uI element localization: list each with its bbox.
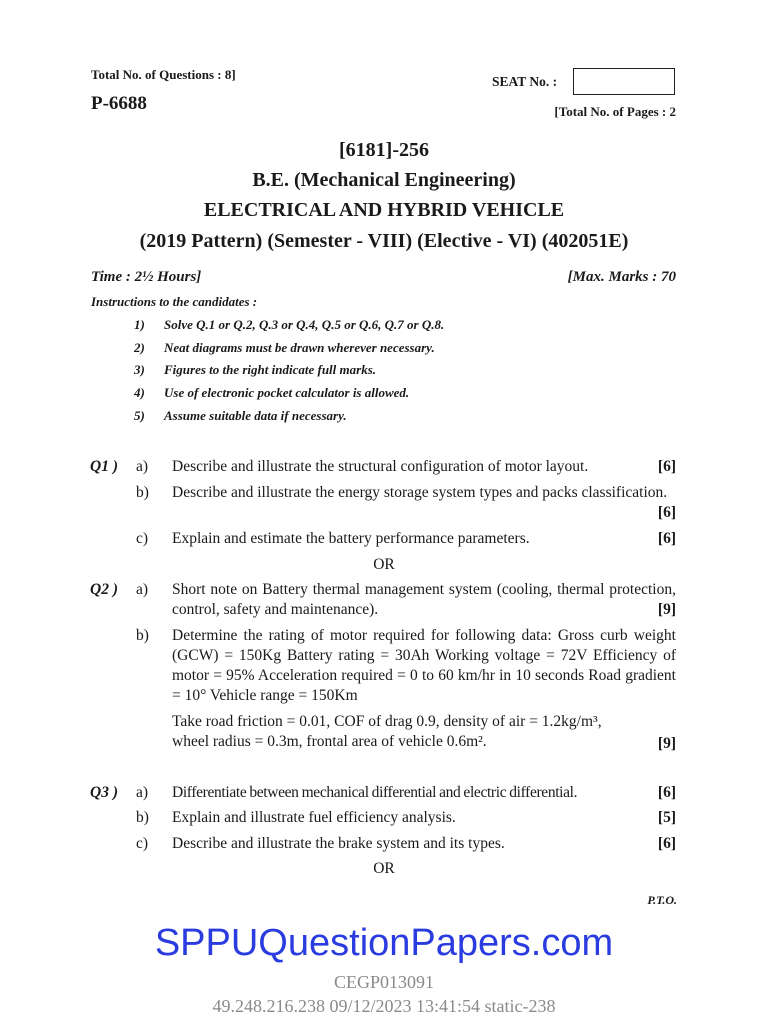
instruction-num: 2) [134, 340, 145, 355]
seat-no-box [573, 68, 675, 95]
marks: [6] [657, 504, 676, 521]
seat-no-label: SEAT No. : [492, 74, 558, 89]
part-label: b) [136, 484, 149, 501]
question-text: Describe and illustrate the brake system and its types. [172, 835, 505, 852]
part-label: a) [136, 458, 149, 475]
marks: [5] [657, 809, 676, 826]
instruction-text: Figures to the right indicate full marks. [164, 362, 377, 377]
instruction-text: Assume suitable data if necessary. [164, 408, 347, 423]
question-text: Differentiate between mechanical differential and electric differential. [172, 784, 578, 801]
instruction-num: 1) [134, 317, 145, 332]
question-text-continued: Take road friction = 0.01, COF of drag 0.9, density of air = 1.2kg/m³, wheel radius = 0.3m, frontal area of vehicle 0.6m². [172, 713, 602, 750]
watermark-stamp: CEGP013091 [333, 972, 434, 992]
instruction-item [134, 340, 435, 356]
instruction-text: Use of electronic pocket calculator is allowed. [164, 385, 410, 400]
question-text: Short note on Battery thermal management system (cooling, thermal protection, control, safety and maintenance). [172, 581, 676, 618]
max-marks: [Max. Marks : 70 [567, 269, 676, 285]
instruction-text: Solve Q.1 or Q.2, Q.3 or Q.4, Q.5 or Q.6, Q.7 or Q.8. [164, 317, 445, 332]
total-pages: [Total No. of Pages : 2 [554, 104, 676, 119]
instruction-num: 5) [134, 408, 145, 423]
question-label-q3: Q3 ) [90, 784, 118, 801]
instruction-item [134, 362, 376, 378]
marks: [6] [657, 784, 676, 801]
marks: [9] [657, 735, 676, 752]
instruction-item [134, 317, 444, 333]
or-separator: OR [373, 860, 395, 877]
paper-code: P-6688 [91, 93, 147, 114]
or-separator: OR [373, 556, 395, 573]
pto-label: P.T.O. [647, 893, 677, 907]
question-text: Determine the rating of motor required for following data: Gross curb weight (GCW) = 150Kg Battery rating = 30Ah Working voltage = 72V Efficiency of motor = 95% Acceleration required = 0 to 60 km/hr in 10 seconds Road gradient = 10° Vehicle range = 150Km [172, 627, 676, 704]
part-label: a) [136, 784, 149, 801]
total-questions: Total No. of Questions : 8] [91, 67, 236, 82]
question-label-q1: Q1 ) [90, 458, 118, 475]
watermark-site: SPPUQuestionPapers.com [154, 922, 614, 964]
instruction-text: Neat diagrams must be drawn wherever necessary. [164, 340, 435, 355]
marks: [6] [657, 458, 676, 475]
instruction-num: 4) [134, 385, 145, 400]
instruction-item [134, 385, 409, 401]
instruction-item [134, 408, 347, 424]
question-label-q2: Q2 ) [90, 581, 118, 598]
part-label: b) [136, 627, 149, 644]
degree-title: B.E. (Mechanical Engineering) [252, 169, 516, 191]
part-label: a) [136, 581, 149, 598]
instruction-num: 3) [134, 362, 145, 377]
part-label: c) [136, 530, 149, 547]
time-label: Time : 2½ Hours] [91, 269, 202, 285]
marks: [6] [657, 530, 676, 547]
marks: [9] [657, 601, 676, 618]
watermark-stamp: 49.248.216.238 09/12/2023 13:41:54 static-238 [212, 996, 556, 1016]
pattern-title: (2019 Pattern) (Semester - VIII) (Elective - VI) (402051E) [139, 230, 629, 252]
exam-code: [6181]-256 [339, 139, 429, 161]
instructions-heading: Instructions to the candidates : [91, 294, 258, 309]
subject-title: ELECTRICAL AND HYBRID VEHICLE [203, 199, 565, 221]
marks: [6] [657, 835, 676, 852]
question-text: Describe and illustrate the energy storage system types and packs classification. [172, 484, 668, 501]
part-label: c) [136, 835, 149, 852]
part-label: b) [136, 809, 149, 826]
question-text: Explain and estimate the battery performance parameters. [172, 530, 530, 547]
question-text: Describe and illustrate the structural configuration of motor layout. [172, 458, 589, 475]
question-text: Explain and illustrate fuel efficiency analysis. [172, 809, 456, 826]
